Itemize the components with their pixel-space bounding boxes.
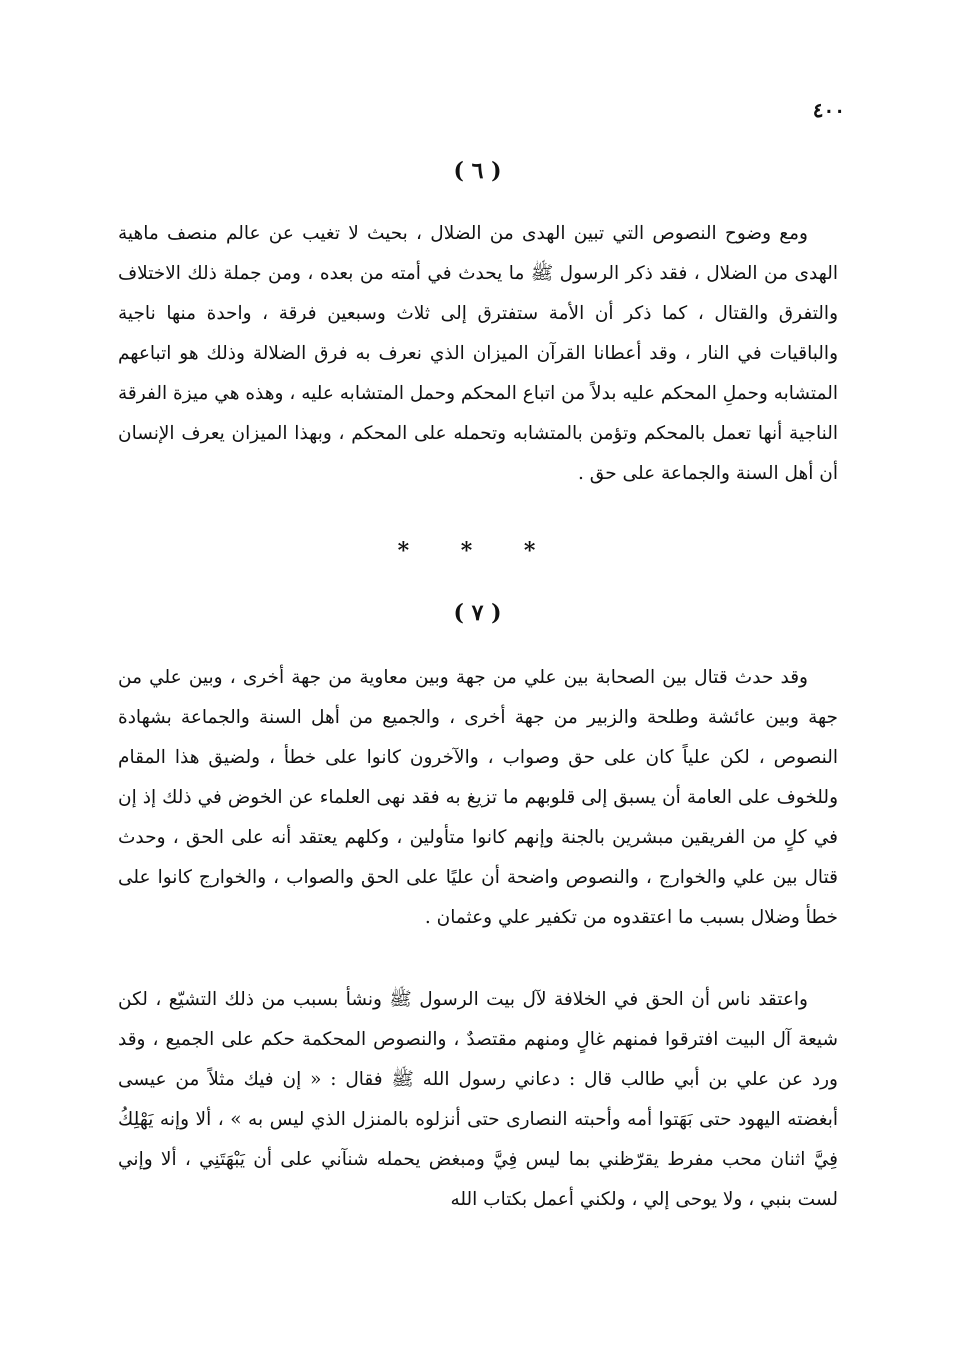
section-7-paragraph-2: واعتقد ناس أن الحق في الخلافة لآل بيت الرسول ﷺ ونشأ بسبب من ذلك التشيّع ، لكن شيعة آل البيت افترقوا فمنهم غالٍ ومنهم مقتصدٌ ، والنصوص المحكمة حكم على الجميع ، وقد ورد عن علي بن أبي طالب قال : دعاني رسول الله ﷺ فقال : « إن فيك مثلاً من عيسى أبغضته اليهود حتى بَهَتوا أمه وأحبته النصارى حتى أنزلوه بالمنزل الذي ليس به » ، ألا وإنه يَهْلِكُ فِيَّ اثنان محب مفرط يقرّظني بما ليس فِيَّ ومبغض يحمله شنآني على أن يَبْهَتَنِي ، ألا وإني لست بنبي ، ولا يوحى إلي ، ولكني أعمل بكتاب الله xyxy=(118,989,838,1210)
section-6-heading: ( ٦ ) xyxy=(453,158,502,184)
page-number: ٤٠٠ xyxy=(812,98,845,122)
section-6-paragraph: ومع وضوح النصوص التي تبين الهدى من الضلال ، بحيث لا تغيب عن عالم منصف ماهية الهدى من الضلال ، فقد ذكر الرسول ﷺ ما يحدث في أمته من بعده ، ومن جملة ذلك الاختلاف والتفرق والقتال ، كما ذكر أن الأمة ستفترق إلى ثلاث وسبعين فرقة ، واحدة منها ناجية والباقيات في النار ، وقد أعطانا القرآن الميزان الذي نعرف به فرق الضلالة وذلك هو اتباعهم المتشابه وحملِ المحكم عليه بدلاً من اتباع المحكم وحمل المتشابه عليه ، وهذه هي ميزة الفرقة الناجية أنها تعمل بالمحكم وتؤمن بالمتشابه وتحمله على المحكم ، وبهذا الميزان يعرف الإنسان أن أهل السنة والجماعة على حق . xyxy=(118,223,838,484)
section-7-heading: ( ٧ ) xyxy=(453,600,502,626)
section-7-paragraph-1: وقد حدث قتال بين الصحابة بين علي من جهة وبين معاوية من جهة أخرى ، وبين علي من جهة وبين عائشة وطلحة والزبير من جهة أخرى ، والجميع من أهل السنة والجماعة بشهادة النصوص ، لكن علياً كان على حق وصواب ، والآخرون كانوا على خطأ ، ولضيق هذا المقام وللخوف على العامة أن يسبق إلى قلوبهم ما تزيغ به فقد نهى العلماء عن الخوض في ذلك إذ إن في كلٍ من الفريقين مبشرين بالجنة وإنهم كانوا متأولين ، وكلهم يعتقد أنه على الحق ، وحدث قتال بين علي والخوارج ، والنصوص واضحة أن عليًا على الحق والصواب ، والخوارج كانوا على خطأ وضلال بسبب ما اعتقدوه من تكفير علي وعثمان . xyxy=(118,667,838,928)
section-separator: * * * xyxy=(397,538,558,564)
